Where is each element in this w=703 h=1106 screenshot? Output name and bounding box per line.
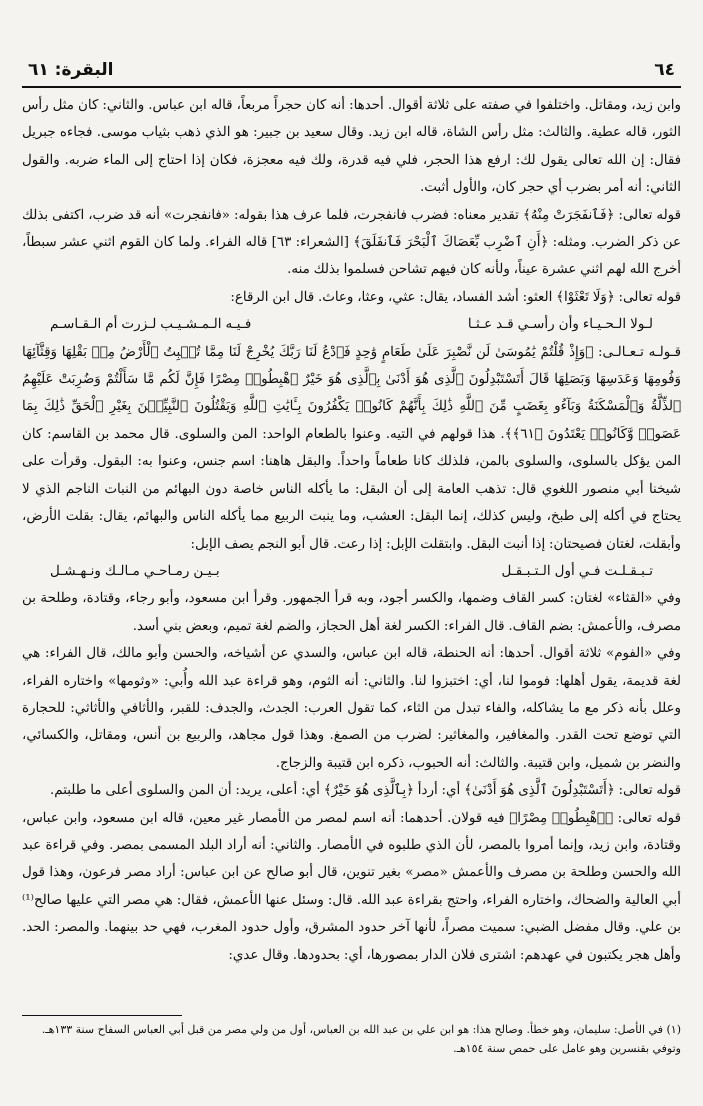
- footnote-divider: [22, 1015, 182, 1016]
- poem-hemistich-first: تـبـقـلـت فـي أول الـتـبـقـل: [501, 562, 653, 579]
- paragraph-adna: قوله تعالى: ﴿أَتَسْتَبْدِلُونَ ٱلَّذِى هُوَ أَدْنَىٰ﴾ أي: أردأ ﴿بِٱلَّذِى هُوَ خَيْرٌ﴾ أي: أعلى، يريد: أن المن والسلوى أعلى ما طلبتم.: [50, 783, 681, 799]
- paragraph-la-taathaw: قوله تعالى: ﴿وَلَا تَعْثَوْا﴾ العثو: أشد الفساد، يقال: عثي، وعثا، وعاث. قال ابن الرقاع:: [230, 289, 681, 305]
- paragraph-verse-61: قـولـه تـعـالـى: ﴿وَإِذْ قُلْتُمْ يَٰمُوسَىٰ لَن نَّصْبِرَ عَلَىٰ طَعَامٍ وَٰحِدٍ فَٱدْعُ لَنَا رَبَّكَ يُخْرِجْ لَنَا مِمَّا تُنۢبِتُ ٱلْأَرْضُ مِنۢ بَقْلِهَا وَقِثَّآئِهَا وَفُومِهَا وَعَدَسِهَا وَبَصَلِهَا قَالَ أَتَسْتَبْدِلُونَ ٱلَّذِى هُوَ أَدْنَىٰ بِٱلَّذِى هُوَ خَيْرٌ ٱهْبِطُوا۟ مِصْرًا فَإِنَّ لَكُم مَّا سَأَلْتُمْ وَضُرِبَتْ عَلَيْهِمُ ٱلذِّلَّةُ وَٱلْمَسْكَنَةُ وَبَآءُو بِغَضَبٍ مِّنَ ٱللَّهِ ذَٰلِكَ بِأَنَّهُمْ كَانُوا۟ يَكْفُرُونَ بِـَٔايَٰتِ ٱللَّهِ وَيَقْتُلُونَ ٱلنَّبِيِّـۧنَ بِغَيْرِ ٱلْحَقِّ ذَٰلِكَ بِمَا عَصَوا۟ وَّكَانُوا۟ يَعْتَدُونَ ﴿٦١﴾﴾. هذا قولهم في التيه. وعنوا بالطعام الواحد: المن والسلوى. قال محمد بن القاسم: كان المن يؤكل بالسلوى، والسلوى بالمن، فلذلك كانا طعاماً واحداً. والبقل هاهنا: اسم جنس، وعنوا به: البقول. وقرأت على شيخنا أبي منصور اللغوي قال: تذهب العامة إلى أن البقل: ما يأكله الناس خاصة دون البهائم من النبات الناجم الذي لا يحتاج في أكله إلى طبخ، وليس كذلك، إنما البقل: العشب، وما ينبت الربيع مما يأكله الناس والبهائم، يقال: بقلت الأرض، وأبقلت، لغتان فصيحتان: إذا أنبت البقل. وابتقلت الإبل: إذا رعت. قال أبو النجم يصف الإبل:: [22, 344, 682, 552]
- poem-verse-abu-najm: [22, 558, 681, 585]
- poem-hemistich-first: لـولا الـحـيـاء وأن رأسـي قـد عـثـا: [467, 316, 653, 333]
- paragraph-fanfajarat: قوله تعالى: ﴿فَٱنفَجَرَتْ مِنْهُ﴾ تقدير معناه: فضرب فانفجرت، فلما عرف هذا بقوله: «فانفجرت» أنه قد ضرب، اكتفى بذلك عن ذكر الضرب. ومثله: ﴿أَنِ ٱضْرِب بِّعَصَاكَ ٱلْبَحْرَ فَٱنفَلَقَ﴾ [الشعراء: ٦٣] قاله الفراء. ولما كان القوم اثني عشر سبطاً، أخرج الله لهم اثني عشرة عيناً، ولأنه كان فيهم تشاحن فسلموا بذلك منه.: [22, 207, 681, 278]
- poem-hemistich-second: فـيـه الـمـشـيـب لـزرت أم الـقـاسـم: [50, 316, 252, 333]
- footnotes: [22, 1020, 681, 1058]
- poem-verse-ibn-riqa: [22, 311, 681, 338]
- footnote-1-continued: وتوفي بقنسرين وهو عامل على حمص سنة ١٥٤هـ.: [453, 1042, 681, 1055]
- page-header: [22, 58, 681, 88]
- paragraph-misr: قوله تعالى: ﴿ٱهْبِطُوا۟ مِصْرًا﴾ فيه قولان. أحدهما: أنه اسم لمصر من الأمصار غير معين، قاله ابن مسعود، وابن عباس، وقتادة، وابن زيد، وإنما أمروا بالمصر، لأن الذي طلبوه في الأمصار. والثاني: أنه أراد البلد المسمى بمصر. وفي قراءة عبد الله والحسن وطلحة بن مصرف والأعمش «مصر» بغير تنوين، قال أبو صالح عن ابن عباس: أراد مصر فرعون، وهذا قول أبي العالية والضحاك، واختاره الفراء، واحتج بقراءة عبد الله. قال: وسئل عنها الأعمش، فقال: هي مصر التي عليها صالح⁽¹⁾ بن علي. وقال مفضل الضبي: سميت مصراً، لأنها آخر حدود المشرق، وأول حدود المغرب، فهي حد بينهما. والمصر: الحد. وأهل هجر يكتبون في عهدهم: اشترى فلان الدار بمصورها، أي: بحدودها. وقال عدي:: [22, 810, 681, 963]
- paragraph-stone: وابن زيد، ومقاتل. واختلفوا في صفته على ثلاثة أقوال. أحدها: أنه كان حجراً مربعاً، قاله ابن عباس. والثاني: كان مثل رأس الثور، قاله عطية. والثالث: مثل رأس الشاة، قاله ابن زيد. وقال سعيد بن جبير: هو الذي ذهب بثياب موسى. فجاءه جبريل فقال: إن الله تعالى يقول لك: ارفع هذا الحجر، فلي فيه قدرة، ولك فيه معجزة، فكان إذا احتاج إلى الماء ضربه. والقول الثاني: أنه أمر بضرب أي حجر كان، والأول أثبت.: [22, 98, 681, 196]
- paragraph-fum: وفي «الفوم» ثلاثة أقوال. أحدها: أنه الحنطة، قاله ابن عباس، والسدي عن أشياخه، والحسن وأبو مالك، قال الفراء: هي لغة قديمة، يقول أهلها: فوموا لنا، أي: اختبزوا لنا. والثاني: أنه الثوم، وهو قراءة عبد الله وأُبي: «وثومها» واختاره الفراء، وعلل بأنه ذكر مع ما يشاكله، والفاء تبدل من الثاء، كما تقول العرب: الجدث، والجدف: للقبر، والأثافي والأثاثي: للحجارة التي توضع تحت القدر. والمغافير، والمغاثير: لضرب من الصمغ. وهذا قول مجاهد، والربيع بن أنس، ومقاتل، والكسائي، والنضر بن شميل، وابن قتيبة. والثالث: أنه الحبوب، ذكره ابن قتيبة والزجاج.: [22, 646, 681, 771]
- surah-verse-label: البقرة: ٦١: [28, 60, 114, 80]
- page-body: [22, 92, 681, 969]
- paragraph-qiththa: وفي «القثاء» لغتان: كسر القاف وضمها، والكسر أجود، وبه قرأ الجمهور. وقرأ ابن مسعود، وأبو رجاء، وقتادة، وطلحة بن مصرف، والأعمش: بضم القاف. قال الفراء: الكسر لغة أهل الحجاز، والضم لغة تميم، وبعض بني أسد.: [22, 591, 681, 634]
- poem-hemistich-second: بـيـن رمـاحـي مـالـك ونـهـشـل: [50, 562, 220, 579]
- footnote-1: (١) في الأصل: سليمان، وهو خطأ. وصالح هذا: هو ابن علي بن عبد الله بن العباس، أول من ولي مصر من قبل أبي العباس السفاح سنة ١٣٣هـ.: [41, 1023, 681, 1036]
- page-number: ٦٤: [654, 60, 675, 80]
